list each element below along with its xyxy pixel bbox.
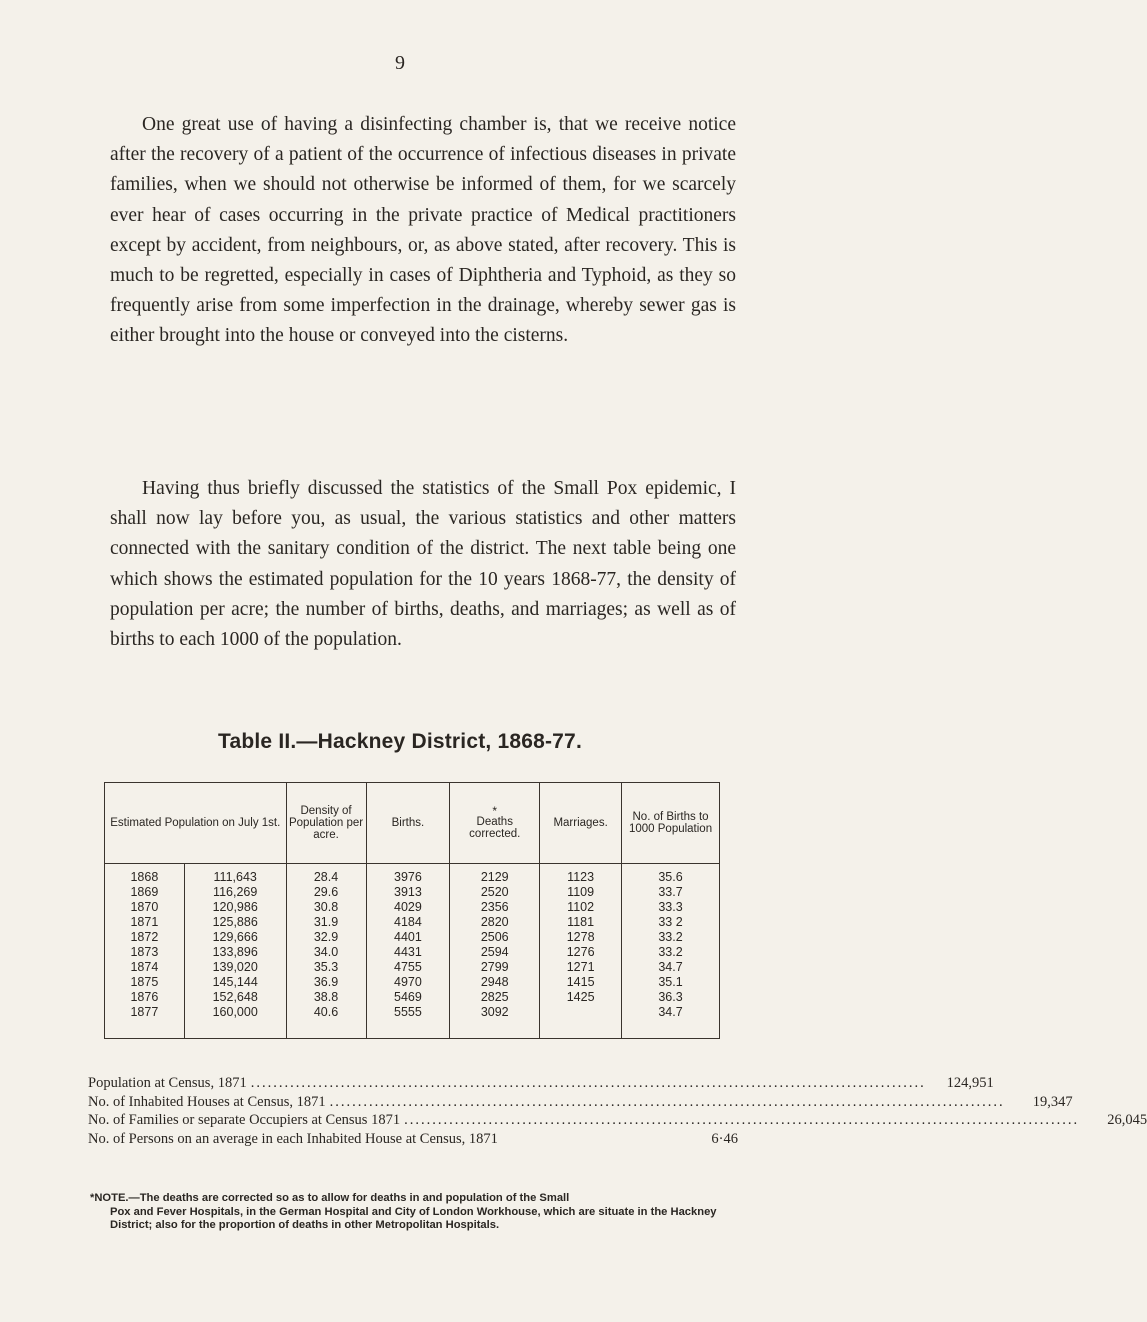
statistics-table [104,782,720,1039]
header-deaths [450,783,540,864]
cell-density: 30.8 [286,900,366,915]
table-row [105,915,720,930]
cell-deaths: 2506 [450,930,540,945]
cell-marriages: 1415 [540,975,622,990]
cell-marriages: 1181 [540,915,622,930]
cell-marriages: 1271 [540,960,622,975]
cell-marriages: 1278 [540,930,622,945]
cell-birth-rate: 33.7 [622,885,720,900]
summary-row [88,1130,738,1149]
header-density: Density of Population per acre. [286,783,366,864]
cell-marriages: 1425 [540,990,622,1005]
cell-marriages [540,1005,622,1039]
cell-deaths: 2129 [450,864,540,886]
cell-density: 40.6 [286,1005,366,1039]
deaths-note-marker: * [492,804,498,818]
cell-year: 1876 [105,990,185,1005]
cell-deaths: 2948 [450,975,540,990]
leader-dots: ........................................................................................................................ [404,1112,1080,1128]
cell-deaths: 2356 [450,900,540,915]
cell-deaths: 3092 [450,1005,540,1039]
summary-row [88,1074,994,1093]
cell-deaths: 2825 [450,990,540,1005]
leader-dots: ........................................................................................................................ [250,1075,926,1091]
cell-density: 31.9 [286,915,366,930]
paragraph-disinfecting-chamber: One great use of having a disinfecting chamber is, that we receive notice after the recovery of a patient of the occurrence of infectious diseases in private families, when we should not otherwise be informed of them, for we scarcely ever hear of cases occurring in the private practice of Medical practitioners except by accident, from neighbours, or, as above stated, after recovery. This is much to be regretted, especially in cases of Diphtheria and Typhoid, as they so frequently arise from some imperfection in the drainage, whereby sewer gas is either brought into the house or conveyed into the cisterns. [110,114,736,347]
cell-density: 29.6 [286,885,366,900]
summary-label: No. of Families or separate Occupiers at Census 1871 [88,1112,401,1128]
cell-births: 4431 [366,945,450,960]
cell-births: 5469 [366,990,450,1005]
cell-births: 5555 [366,1005,450,1039]
cell-birth-rate: 33 2 [622,915,720,930]
cell-density: 32.9 [286,930,366,945]
cell-birth-rate: 35.6 [622,864,720,886]
cell-population: 133,896 [184,945,286,960]
cell-birth-rate: 34.7 [622,1005,720,1039]
cell-population: 129,666 [184,930,286,945]
cell-birth-rate: 33.2 [622,930,720,945]
statistics-table-container [104,782,720,1039]
cell-birth-rate: 36.3 [622,990,720,1005]
table-row [105,945,720,960]
cell-population: 120,986 [184,900,286,915]
table-row [105,1005,720,1039]
cell-population: 139,020 [184,960,286,975]
cell-births: 4970 [366,975,450,990]
cell-year: 1871 [105,915,185,930]
summary-value: 6·46 [711,1130,738,1147]
table-row [105,975,720,990]
cell-birth-rate: 35.1 [622,975,720,990]
table-header-row [105,783,720,864]
cell-births: 3913 [366,885,450,900]
summary-label: No. of Inhabited Houses at Census, 1871 [88,1093,326,1110]
cell-population: 152,648 [184,990,286,1005]
table-row [105,900,720,915]
header-births-per-1000: No. of Births to 1000 Population [622,783,720,864]
cell-density: 28.4 [286,864,366,886]
census-summary [88,1074,1147,1148]
header-deaths-label: Deaths corrected. [469,816,521,840]
cell-population: 125,886 [184,915,286,930]
header-births: Births. [366,783,450,864]
cell-density: 36.9 [286,975,366,990]
cell-year: 1877 [105,1005,185,1039]
paragraph-statistics-intro: Having thus briefly discussed the statistics of the Small Pox epidemic, I shall now lay before you, as usual, the various statistics and other matters connected with the sanitary condition of the district. The next table being one which shows the estimated population for the 10 years 1868-77, the density of population per acre; the number of births, deaths, and marriages; as well as of births to each 1000 of the population. [110,478,736,651]
summary-row [88,1093,1073,1112]
cell-birth-rate: 33.3 [622,900,720,915]
summary-value: 19,347 [1032,1093,1073,1110]
cell-marriages: 1109 [540,885,622,900]
footnote [90,1192,740,1233]
cell-deaths: 2799 [450,960,540,975]
table-row [105,930,720,945]
cell-year: 1869 [105,885,185,900]
cell-year: 1875 [105,975,185,990]
cell-density: 34.0 [286,945,366,960]
cell-year: 1874 [105,960,185,975]
summary-row [88,1111,1147,1130]
cell-birth-rate: 34.7 [622,960,720,975]
cell-year: 1870 [105,900,185,915]
table-row [105,864,720,886]
cell-density: 38.8 [286,990,366,1005]
cell-density: 35.3 [286,960,366,975]
cell-year: 1872 [105,930,185,945]
footnote-first-line: *NOTE.—The deaths are corrected so as to allow for deaths in and population of the Small [90,1192,570,1204]
cell-births: 4029 [366,900,450,915]
page-number: 9 [395,52,405,74]
cell-deaths: 2594 [450,945,540,960]
cell-births: 3976 [366,864,450,886]
table-row [105,885,720,900]
cell-year: 1873 [105,945,185,960]
summary-label: Population at Census, 1871 [88,1075,247,1091]
summary-label: No. of Persons on an average in each Inhabited House at Census, 1871 [88,1130,498,1147]
cell-births: 4401 [366,930,450,945]
cell-deaths: 2520 [450,885,540,900]
cell-population: 116,269 [184,885,286,900]
cell-marriages: 1123 [540,864,622,886]
header-population: Estimated Population on July 1st. [105,783,287,864]
cell-marriages: 1276 [540,945,622,960]
table-title: Table II.—Hackney District, 1868-77. [218,730,582,753]
cell-marriages: 1102 [540,900,622,915]
summary-value: 26,045 [1107,1112,1147,1128]
footnote-continuation: Pox and Fever Hospitals, in the German Hospital and City of London Workhouse, which are situate in the Hackney District; also for the proportion of deaths in other Metropolitan Hospitals. [110,1205,717,1232]
cell-population: 145,144 [184,975,286,990]
table-row [105,960,720,975]
cell-population: 111,643 [184,864,286,886]
cell-births: 4755 [366,960,450,975]
cell-births: 4184 [366,915,450,930]
leader-dots: ........................................................................................................................ [329,1093,1005,1110]
cell-deaths: 2820 [450,915,540,930]
header-marriages: Marriages. [540,783,622,864]
summary-value: 124,951 [946,1075,994,1091]
table-row [105,990,720,1005]
cell-birth-rate: 33.2 [622,945,720,960]
cell-population: 160,000 [184,1005,286,1039]
cell-year: 1868 [105,864,185,886]
